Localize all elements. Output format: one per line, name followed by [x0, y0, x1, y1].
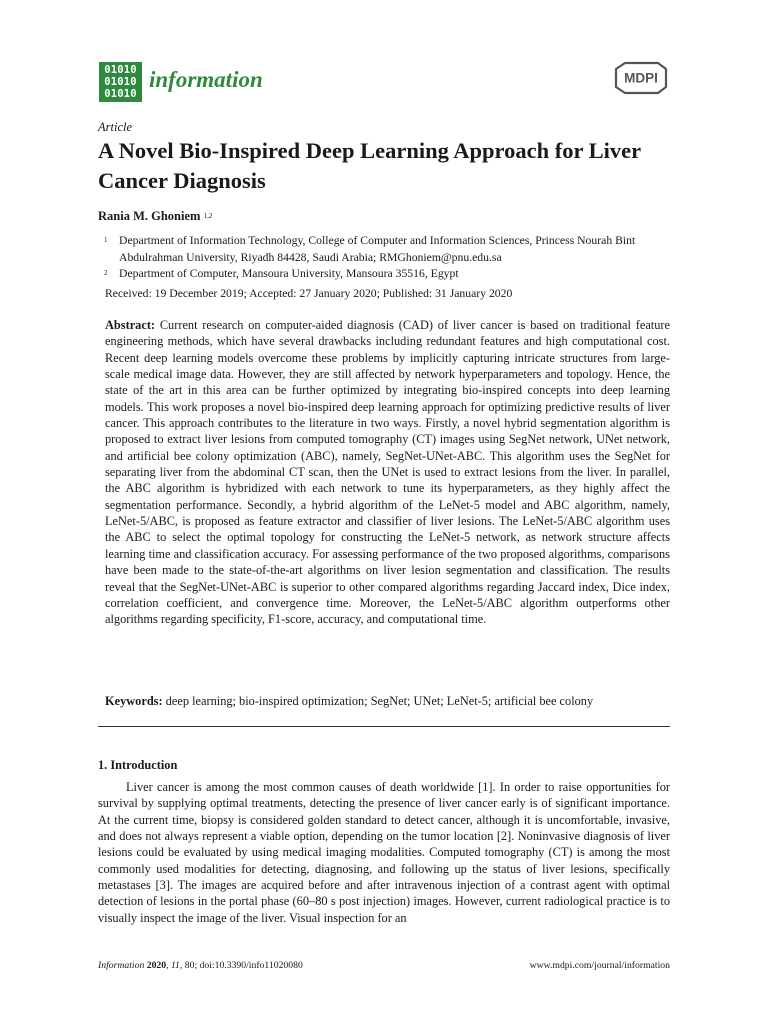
author-name: Rania M. Ghoniem [98, 209, 201, 223]
affiliation-number: 2 [104, 269, 108, 277]
footer-journal: Information [98, 960, 145, 971]
abstract [105, 317, 670, 628]
affiliation-item [98, 266, 673, 283]
abstract-label: Abstract: [105, 318, 156, 332]
mdpi-logo-icon [612, 60, 670, 98]
footer-year: 2020 [146, 960, 167, 971]
keywords-label: Keywords: [105, 694, 163, 708]
journal-name: information [149, 67, 263, 92]
keywords-text: deep learning; bio-inspired optimization; SegNet; UNet; LeNet-5; artificial bee colony [165, 694, 594, 708]
logo-bits-row: 01010 [104, 76, 137, 88]
affiliation-number: 1 [104, 236, 108, 244]
journal-logo-icon [99, 62, 142, 102]
logo-bits-row: 01010 [104, 64, 137, 76]
affiliation-text: Department of Information Technology, College of Computer and Information Sciences, Princess Nourah Bint Abdulrahman University, Riyadh 84428, Saudi Arabia; RMGhoniem@pnu.edu.sa [119, 234, 636, 264]
affiliation-item [98, 233, 673, 266]
paper-title: A Novel Bio-Inspired Deep Learning Approach for Liver Cancer Diagnosis [98, 138, 641, 193]
affiliations [98, 233, 673, 283]
abstract-text: Current research on computer-aided diagnosis (CAD) of liver cancer is based on traditional feature engineering methods, which have several drawbacks including redundant features and high computational cost. Recent deep learning models overcome these problems by implicitly capturing intricate structures from large-scale medical image data. However, they are still affected by network hyperparameters and topology. Hence, the state of the art in this area can be further optimized by integrating bio-inspired concepts into deep learning models. This work proposes a novel bio-inspired deep learning approach for optimizing predictive results of liver cancer. This approach contributes to the literature in two ways. Firstly, a novel hybrid segmentation algorithm is proposed to extract liver lesions from computed tomography (CT) images using SegNet network, UNet network, and artificial bee colony optimization (ABC), namely, SegNet-UNet-ABC. This algorithm uses the SegNet for separating liver from the abdominal CT scan, then the UNet is used to extract lesions from the liver. In parallel, the ABC algorithm is hybridized with each network to tune its hyperparameters, as they highly affect the segmentation performance. Secondly, a hybrid algorithm of the LeNet-5 model and ABC algorithm, namely, LeNet-5/ABC, is proposed as feature extractor and classifier of liver lesions. The LeNet-5/ABC algorithm uses the ABC to select the optimal topology for constructing the LeNet-5 network, as network structure affects learning time and classification accuracy. For assessing performance of the two proposed algorithms, comparisons have been made to the state-of-the-art algorithms on liver lesion segmentation and classification. The results reveal that the SegNet-UNet-ABC is superior to other compared algorithms regarding Jaccard index, Dice index, correlation coefficient, and convergence time. Moreover, the LeNet-5/ABC algorithm outperforms other algorithms regarding specificity, F1-score, accuracy, and computational time. [105, 318, 670, 627]
footer-url: www.mdpi.com/journal/information [529, 960, 670, 971]
affiliation-text: Department of Computer, Mansoura University, Mansoura 35516, Egypt [119, 267, 459, 280]
footer-citation: Information 2020, 11, 80; doi:10.3390/info11020080 [98, 960, 303, 971]
logo-bits-row: 01010 [104, 88, 137, 100]
mdpi-logo-text: MDPI [624, 70, 658, 86]
footer-volume: 11 [170, 960, 180, 971]
author-line [98, 208, 212, 224]
publication-dates: Received: 19 December 2019; Accepted: 27 January 2020; Published: 31 January 2020 [105, 287, 513, 300]
section-divider [98, 726, 670, 727]
keywords [105, 693, 670, 709]
author-affiliation-marker: 1,2 [203, 212, 213, 220]
introduction-paragraph: Liver cancer is among the most common causes of death worldwide [1]. In order to raise opportunities for survival by supplying optimal treatments, detecting the presence of liver cancer early is of significant importance. At the current time, biopsy is considered golden standard to detect cancer, although it is uncomfortable, invasive, and does not always represent a viable option, depending on the tumor location [2]. Noninvasive diagnosis of liver lesions could be evaluated by using medical imaging modalities. Computed tomography (CT) is among the most commonly used modalities for detecting, diagnosing, and following up the status of liver lesions, specifically metastases [3]. The images are acquired before and after intravenous injection of a contrast agent with optimal detection of lesions in the portal phase (60–80 s post injection) images. However, current radiological practice is to visually inspect the image of the liver. Visual inspection for an [98, 780, 670, 925]
section-heading: 1. Introduction [98, 758, 178, 772]
footer-doi: , 80; doi:10.3390/info11020080 [179, 960, 303, 971]
article-type: Article [98, 120, 133, 134]
